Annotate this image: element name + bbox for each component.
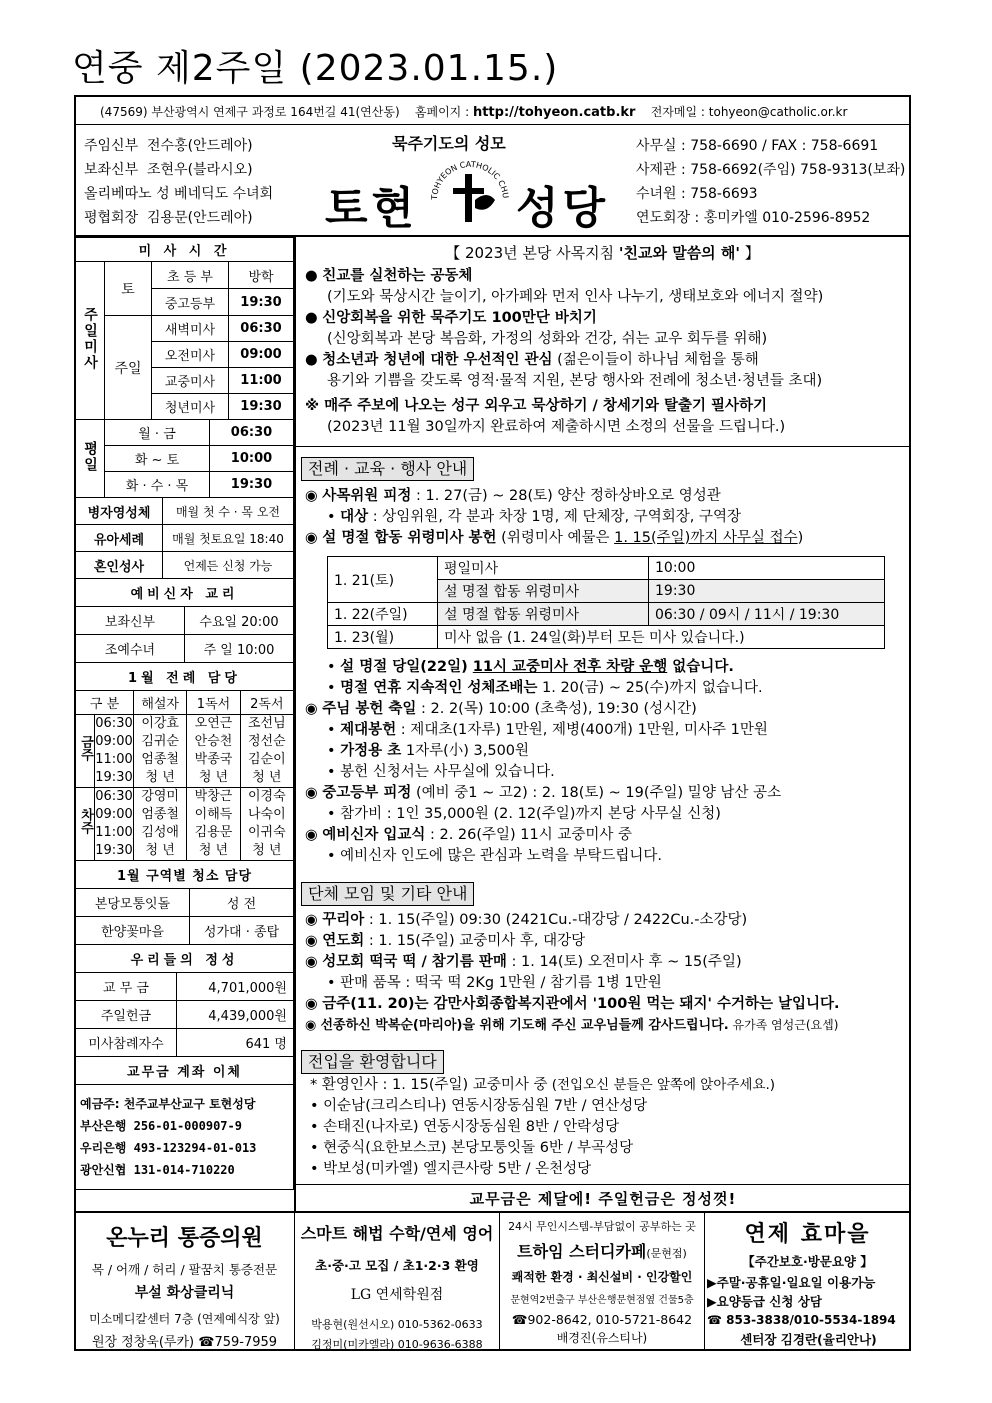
homepage-label: 홈페이지 : (414, 105, 470, 119)
groups-info (305, 910, 905, 1036)
ad-line: LG 연세학원점 (350, 1287, 444, 1303)
staff-row: 올리베따노 성 베네딕도 수녀회 (84, 186, 274, 202)
liturgy-info-title: 전례 · 교육 · 행사 안내 (301, 457, 474, 481)
ad-line: (문현점) (646, 1247, 687, 1260)
ad-title: 스마트 해법 수학/연세 영어 (300, 1224, 494, 1243)
schedule-time: 09:00 (229, 342, 294, 368)
schedule-name: 청년미사 (152, 394, 229, 420)
list-item: ● 청소년과 청년에 대한 우선적인 관심 (젊은이들이 하나님 체험을 통해 (305, 352, 759, 368)
offering-amount: 4,439,000원 (177, 1001, 294, 1029)
catechumen-table (75, 578, 294, 663)
sacraments-table (75, 497, 294, 579)
schedule-time: 19:30 (649, 580, 885, 603)
schedule-date: 1. 23(월) (328, 626, 438, 649)
schedule-name: 화 ~ 토 (105, 446, 210, 472)
list-item: ◉ 설 명절 합동 위령미사 봉헌 (위령미사 예물은 1. 15(주일)까지 사무실 접수) (305, 530, 804, 546)
list-item: (기도와 묵상시간 늘이기, 아가페와 먼저 인사 나누기, 생태보호와 에너지 절약) (327, 289, 824, 305)
church-name-left: 토현 (325, 183, 419, 234)
sacrament-time: 매월 첫 수 · 목 오전 (163, 498, 294, 525)
weekday-table (75, 419, 294, 498)
cleaning-title: 1월 구역별 청소 담당 (76, 861, 294, 889)
schedule-name: 초 등 부 (152, 262, 229, 289)
liturgy-duty-table (75, 662, 294, 861)
bank-account: 광안신협 131-014-710220 (80, 1163, 235, 1177)
cleaning-area: 성가대 · 종탑 (190, 917, 294, 945)
sacrament-time: 매월 첫토요일 18:40 (163, 525, 294, 552)
table-row: 금주 06:30 09:00 11:00 19:30 이강효 김귀순 엄종철 청 년 오연근 안승천 박종국 청 년 조선님 정선순 김순이 청 년 (76, 715, 294, 788)
ad-study-cafe (500, 1213, 705, 1350)
staff-row: 평협회장 김용문(안드레아) (84, 210, 253, 226)
ad-line: 24시 무인시스템-부담없이 공부하는 곳 (508, 1220, 696, 1233)
schedule-time: 06:30 (210, 420, 294, 446)
welcome-list (310, 1075, 900, 1180)
list-item: • 명절 연휴 지속적인 성체조배는 1. 20(금) ~ 25(수)까지 없습니다. (327, 680, 763, 696)
cleaning-area: 성 전 (190, 889, 294, 917)
divider (295, 1184, 911, 1185)
schedule-time: 19:30 (229, 289, 294, 316)
ad-line: 쾌적한 환경 · 최신설비 · 인강할인 (511, 1270, 693, 1284)
offerings-title: 우리들의 정성 (76, 945, 294, 973)
slogan: 교무금은 제달에! 주일헌금은 정성껏! (469, 1189, 737, 1208)
liturgy-info-cont (305, 657, 905, 867)
schedule-time: 10:00 (210, 446, 294, 472)
page-title: 연중 제2주일 (2023.01.15.) (72, 48, 559, 89)
schedule-time: 19:30 (229, 394, 294, 420)
sacrament-name: 병자영성체 (76, 498, 163, 525)
list-item: • 참가비 : 1인 35,000원 (2. 12(주일)까지 본당 사무실 신청) (327, 806, 721, 822)
cleaning-group: 본당모통잇돌 (76, 889, 190, 917)
offering-label: 교 무 금 (76, 973, 177, 1001)
list-item: • 판매 품목 : 떡국 떡 2Kg 1만원 / 참기름 1병 1만원 (327, 975, 662, 991)
church-logo (425, 160, 515, 230)
note: ※ 매주 주보에 나오는 성구 외우고 묵상하기 / 창세기와 탈출기 필사하기 (305, 398, 768, 414)
offerings-table (75, 944, 294, 1057)
ad-line: 배경진(유스티나) (556, 1331, 648, 1345)
schedule-event: 미사 없음 (1. 24일(화)부터 모든 미사 있습니다.) (438, 626, 885, 649)
schedule-time: 06:30 / 09시 / 11시 / 19:30 (649, 603, 885, 626)
liturgy-info (305, 486, 905, 549)
liturgy-duty-title: 1월 전례 담당 (76, 663, 294, 691)
saturday-label: 토 (105, 262, 152, 316)
schedule-time: 11:00 (229, 368, 294, 394)
ad-care-center (705, 1213, 910, 1350)
address-text: (47569) 부산광역시 연제구 과정로 164번길 41(연산동) (100, 105, 400, 119)
church-motto: 묵주기도의 성모 (392, 134, 506, 153)
list-item: ◉ 성모회 떡국 떡 / 참기름 판매 : 1. 14(토) 오전미사 후 ~ 15(주일) (305, 954, 742, 970)
list-item: • 가정용 초 1자루(小) 3,500원 (327, 743, 530, 759)
contact-list (636, 134, 905, 230)
ad-academy (295, 1213, 500, 1350)
list-item: ● 친교를 실천하는 공동체 (305, 268, 473, 284)
staff-row: 주임신부 전수홍(안드레아) (84, 138, 253, 154)
schedule-time: 10:00 (649, 557, 885, 580)
divider (74, 124, 911, 125)
schedule-event: 설 명절 합동 위령미사 (438, 580, 649, 603)
ad-line: 초·중·고 모집 / 초1·2·3 환영 (315, 1258, 479, 1273)
pastoral-title: 【 2023년 본당 사목지침 '친교와 말씀의 해' 】 (445, 244, 760, 262)
schedule-date: 1. 21(토) (328, 557, 438, 603)
ad-line: 원장 정창욱(루카) ☎759-7959 (91, 1335, 278, 1350)
staff-list (84, 134, 273, 230)
column-header: 2독서 (240, 691, 293, 715)
ad-title: 트하임 스터디카페 (517, 1242, 647, 1261)
ad-line: ▶요양등급 신청 상담 (707, 1294, 822, 1309)
list-item: ◉ 예비신자 입교식 : 2. 26(주일) 11시 교중미사 중 (305, 827, 633, 843)
week-label: 차주 (76, 788, 95, 861)
weekday-label: 평일 (76, 420, 105, 498)
list-item: ● 신앙회복을 위한 묵주기도 100만단 바치기 (305, 310, 597, 326)
logo-text: TOHYEON CATHOLIC CHU (429, 160, 511, 201)
homepage-link[interactable]: http://tohyeon.catb.kr (472, 105, 636, 120)
table-row: 차주 06:30 09:00 11:00 19:30 강영미 엄종철 김성애 청 년 박창근 이해득 김용문 청 년 이경숙 나숙이 이귀숙 청 년 (76, 788, 294, 861)
list-item: • 설 명절 당일(22일) 11시 교중미사 전후 차량 운행 없습니다. (327, 659, 734, 675)
groups-title: 단체 모임 및 기타 안내 (301, 882, 474, 906)
column-divider (294, 236, 296, 1211)
list-item: • 대상 : 상임위원, 각 분과 차장 1명, 제 단체장, 구역회장, 구역장 (327, 509, 741, 525)
list-item: • 이순남(크리스티나) 연동시장동심원 7반 / 연산성당 (310, 1098, 648, 1114)
note-sub: (2023년 11월 30일까지 완료하여 제출하시면 소정의 선물을 드립니다.) (327, 419, 786, 435)
schedule-name: 월 · 금 (105, 420, 210, 446)
pastoral-list (305, 266, 905, 438)
bank-table (75, 1056, 294, 1190)
email-link[interactable]: tohyeon@catholic.or.kr (708, 105, 848, 119)
schedule-time: 19:30 (210, 472, 294, 498)
mass-times-title: 미 사 시 간 (76, 238, 294, 262)
ad-lines (705, 1273, 910, 1349)
offering-amount: 641 명 (177, 1029, 294, 1057)
contact-row: 사제관 : 758-6692(주임) 758-9313(보좌) (636, 162, 906, 178)
list-item: ◉ 금주(11. 20)는 감만사회종합복지관에서 '100원 먹는 돼지' 수거하는 날입니다. (305, 996, 840, 1012)
ad-title: 온누리 통증의원 (106, 1226, 263, 1251)
schedule-event: 평일미사 (438, 557, 649, 580)
list-item: ◉ 주님 봉헌 축일 : 2. 2(목) 10:00 (초축성), 19:30 (성시간) (305, 701, 697, 717)
schedule-event: 설 명절 합동 위령미사 (438, 603, 649, 626)
schedule-name: 교중미사 (152, 368, 229, 394)
column-header: 구 분 (76, 691, 134, 715)
catechumen-time: 수요일 20:00 (185, 607, 294, 635)
list-item: ◉ 사목위원 피정 : 1. 27(금) ~ 28(토) 양산 정하상바오로 영성관 (305, 488, 721, 504)
welcome-intro: * 환영인사 : 1. 15(주일) 교중미사 중 (전입오신 분들은 앞쪽에 앉아주세요.) (310, 1077, 776, 1093)
contact-row: 수녀원 : 758-6693 (636, 186, 758, 202)
offering-label: 미사참례자수 (76, 1029, 177, 1057)
list-item: • 제대봉헌 : 제대초(1자루) 1만원, 제병(400개) 1만원, 미사주 1만원 (327, 722, 768, 738)
ad-line: ☎ 853-3838/010-5534-1894 (707, 1313, 896, 1327)
catechumen-teacher: 조예수녀 (76, 635, 185, 663)
ad-line: 부설 화상클리닉 (134, 1285, 235, 1301)
ad-line: ▶주말·공휴일·일요일 이용가능 (707, 1275, 876, 1290)
schedule-name: 화 · 수 · 목 (105, 472, 210, 498)
left-column (75, 237, 294, 1190)
catechumen-title: 예비신자 교리 (76, 579, 294, 607)
cross-logo-icon (425, 160, 515, 230)
welcome-title: 전입을 환영합니다 (301, 1050, 444, 1074)
offering-amount: 4,701,000원 (177, 973, 294, 1001)
ad-line: 문현역2번출구 부산은행문현점옆 건물5층 (510, 1295, 694, 1306)
bank-holder: 예금주: 천주교부산교구 토현성당 (80, 1097, 256, 1111)
sunday-label: 주일 (105, 316, 152, 420)
offering-label: 주일헌금 (76, 1001, 177, 1029)
ad-line: 미소메디칼센터 7층 (연제예식장 앞) (89, 1312, 280, 1326)
schedule-time: 06:30 (229, 316, 294, 342)
sacrament-name: 유아세례 (76, 525, 163, 552)
bank-title: 교무금 계좌 이체 (76, 1057, 294, 1085)
list-item: (신앙회복과 본당 복음화, 가정의 성화와 건강, 쉬는 교우 회두를 위해) (327, 331, 768, 347)
address-line (100, 103, 847, 120)
list-item: ◉ 선종하신 박복순(마리아)을 위해 기도해 주신 교우님들께 감사드립니다. 유가족 염성근(요셉) (305, 1018, 839, 1033)
list-item: • 손태진(나자로) 연동시장동심원 8반 / 안락성당 (310, 1119, 620, 1135)
column-header: 해설자 (134, 691, 187, 715)
ad-title-row (500, 1239, 704, 1262)
ad-line: 박용현(원선시오) 010-5362-0633 (311, 1318, 483, 1331)
list-item: 용기와 기쁨을 갖도록 영적·물적 지원, 본당 행사와 전례에 청소년·청년들 초대) (327, 373, 823, 389)
schedule-name: 오전미사 (152, 342, 229, 368)
sacrament-name: 혼인성사 (76, 552, 163, 579)
divider (295, 446, 911, 447)
contact-row: 연도회장 : 홍미카엘 010-2596-8952 (636, 210, 871, 226)
ad-line: 【주간보호·방문요양 】 (742, 1254, 873, 1269)
schedule-name: 새벽미사 (152, 316, 229, 342)
ad-line: 김정미(미카엘라) 010-9636-6388 (311, 1338, 483, 1351)
catechumen-teacher: 보좌신부 (76, 607, 185, 635)
ad-clinic (75, 1213, 295, 1350)
ad-title: 연제 효마을 (744, 1222, 871, 1247)
sunday-mass-label: 주일미사 (76, 262, 105, 420)
cleaning-group: 한양꽃마을 (76, 917, 190, 945)
staff-row: 보좌신부 조현우(블라시오) (84, 162, 253, 178)
list-item: ◉ 연도회 : 1. 15(주일) 교중미사 후, 대강당 (305, 933, 586, 949)
mass-times-table (75, 237, 294, 420)
schedule-name: 중고등부 (152, 289, 229, 316)
column-header: 1독서 (187, 691, 240, 715)
week-label: 금주 (76, 715, 95, 788)
schedule-time: 방학 (229, 262, 294, 289)
contact-row: 사무실 : 758-6690 / FAX : 758-6691 (636, 138, 879, 154)
email-label: 전자메일 : (650, 105, 705, 119)
memorial-schedule-table (327, 556, 885, 649)
ad-line: 목 / 어깨 / 허리 / 팔꿈치 통증전문 (91, 1262, 278, 1277)
sacrament-time: 언제든 신청 가능 (163, 552, 294, 579)
schedule-date: 1. 22(주일) (328, 603, 438, 626)
bank-account: 우리은행 493-123294-01-013 (80, 1141, 257, 1155)
cleaning-table (75, 860, 294, 945)
ad-line: 센터장 김경란(율리안나) (740, 1332, 877, 1347)
list-item: ◉ 중고등부 피정 (예비 중1 ~ 고2) : 2. 18(토) ~ 19(주일) 밀양 남산 공소 (305, 785, 782, 801)
bank-account: 부산은행 256-01-000907-9 (80, 1119, 242, 1133)
list-item: ◉ 꾸리아 : 1. 15(주일) 09:30 (2421Cu.-대강당 / 2422Cu.-소강당) (305, 912, 748, 928)
list-item: • 박보성(미카엘) 엘지큰사랑 5반 / 온천성당 (310, 1161, 592, 1177)
list-item: • 현중식(요한보스코) 본당모퉁잇돌 6반 / 부곡성당 (310, 1140, 634, 1156)
church-name-right: 성당 (516, 183, 610, 234)
catechumen-time: 주 일 10:00 (185, 635, 294, 663)
ad-line: ☎902-8642, 010-5721-8642 (511, 1312, 693, 1327)
list-item: • 예비신자 인도에 많은 관심과 노력을 부탁드립니다. (327, 848, 662, 864)
list-item: • 봉헌 신청서는 사무실에 있습니다. (327, 764, 555, 780)
